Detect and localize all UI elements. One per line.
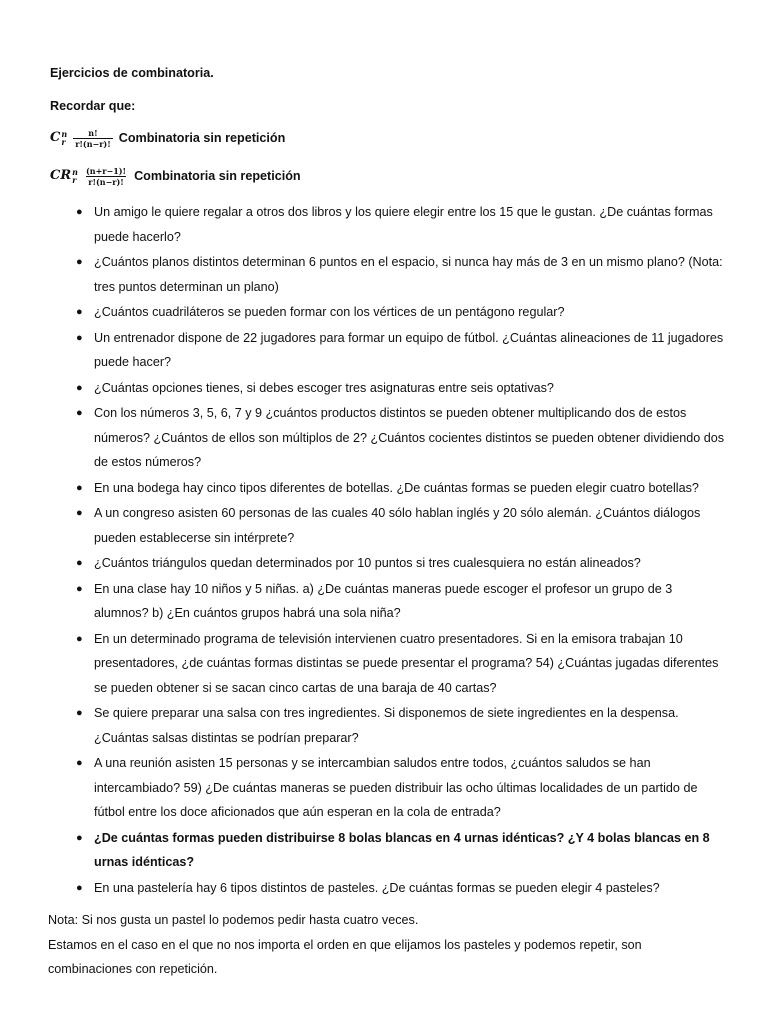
list-item: ● Con los números 3, 5, 6, 7 y 9 ¿cuántos productos distintos se pueden obtener multiplicando dos de estos números? ¿Cuántos de ellos son múltiplos de 2? ¿Cuántos cocientes distintos se pueden obtener dividiendo dos de estos números? (50, 401, 728, 475)
formula-combination-repetition (50, 162, 728, 190)
bullet-icon: ● (76, 557, 83, 569)
bullet-icon: ● (76, 206, 83, 218)
bullet-icon: ● (76, 407, 83, 419)
formula-fraction: $\frac{n!}{r!(n-r)!}$ (75, 127, 111, 149)
bullet-icon: ● (76, 381, 83, 394)
bullet-icon: ● (76, 481, 83, 494)
exercise-list (50, 200, 728, 900)
list-item: ● En una clase hay 10 niños y 5 niñas. a) ¿De cuántas maneras puede escoger el profesor un grupo de 3 alumnos? b) ¿En cuántos grupos habrá una sola niña? (50, 577, 728, 626)
bullet-icon: ● (76, 881, 83, 894)
note-line: Nota: Si nos gusta un pastel lo podemos pedir hasta cuatro veces. (48, 913, 419, 927)
bullet-icon: ● (76, 306, 83, 318)
formula-symbol: C n r (50, 129, 68, 147)
formula-combination (50, 124, 728, 152)
list-item: ● En un determinado programa de televisión intervienen cuatro presentadores. Si en la emisora trabajan 10 presentadores, ¿de cuántas formas distintas se puede presentar el programa? 54) ¿Cuántas jugadas diferentes se pueden obtener si se sacan cinco cartas de una baraja de 40 cartas? (50, 627, 728, 701)
bullet-icon: ● (76, 331, 83, 344)
formula-fraction: $\frac{(n+r-1)!}{r!(n-r)!}$ (85, 165, 127, 187)
note-section (48, 908, 728, 982)
list-item: ● ¿Cuántas opciones tienes, si debes escoger tres asignaturas entre seis optativas? (50, 376, 728, 401)
bullet-icon: ● (76, 582, 83, 595)
bullet-icon: ● (76, 632, 83, 645)
list-item: ● ¿Cuántos planos distintos determinan 6 puntos en el espacio, si nunca hay más de 3 en un mismo plano? (Nota: tres puntos determinan un plano) (50, 250, 728, 299)
list-item: ● Se quiere preparar una salsa con tres ingredientes. Si disponemos de siete ingredientes en la despensa. ¿Cuántas salsas distintas se podrían preparar? (50, 701, 728, 750)
formula-symbol: CR n r (50, 167, 78, 185)
list-item: ● Un entrenador dispone de 22 jugadores para formar un equipo de fútbol. ¿Cuántas alineaciones de 11 jugadores puede hacer? (50, 326, 728, 375)
formula-label: Combinatoria sin repetición (134, 169, 301, 183)
list-item: ● A una reunión asisten 15 personas y se intercambian saludos entre todos, ¿cuántos saludos se han intercambiado? 59) ¿De cuántas maneras se pueden distribuir las ocho últimas localidades de un partido de fútbol entre los doce aficionados que aún esperan en la cola de entrada? (50, 751, 728, 825)
bullet-icon: ● (76, 831, 83, 844)
list-item: ● En una bodega hay cinco tipos diferentes de botellas. ¿De cuántas formas se pueden elegir cuatro botellas? (50, 476, 728, 501)
bullet-icon: ● (76, 507, 83, 519)
document-title: Ejercicios de combinatoria. (50, 66, 214, 80)
list-item: ● ¿De cuántas formas pueden distribuirse 8 bolas blancas en 4 urnas idénticas? ¿Y 4 bolas blancas en 8 urnas idénticas? (50, 826, 728, 875)
bullet-icon: ● (76, 757, 83, 769)
list-item: ● ¿Cuántos cuadriláteros se pueden formar con los vértices de un pentágono regular? (50, 300, 728, 325)
bullet-icon: ● (76, 256, 83, 268)
bullet-icon: ● (76, 707, 83, 719)
list-item: ● Un amigo le quiere regalar a otros dos libros y los quiere elegir entre los 15 que le gustan. ¿De cuántas formas puede hacerlo? (50, 200, 728, 249)
list-item: ● ¿Cuántos triángulos quedan determinados por 10 puntos si tres cualesquiera no están alineados? (50, 551, 728, 576)
list-item: ● En una pastelería hay 6 tipos distintos de pasteles. ¿De cuántas formas se pueden elegir 4 pasteles? (50, 876, 728, 901)
formula-label: Combinatoria sin repetición (118, 131, 286, 145)
note-line: Estamos en el caso en el que no nos importa el orden en que elijamos los pasteles y podemos repetir, son combinaciones con repetición. (48, 937, 642, 976)
list-item: ● A un congreso asisten 60 personas de las cuales 40 sólo hablan inglés y 20 sólo alemán. ¿Cuántos diálogos pueden establecerse sin intérprete? (50, 501, 728, 550)
recordar-heading: Recordar que: (50, 99, 136, 113)
